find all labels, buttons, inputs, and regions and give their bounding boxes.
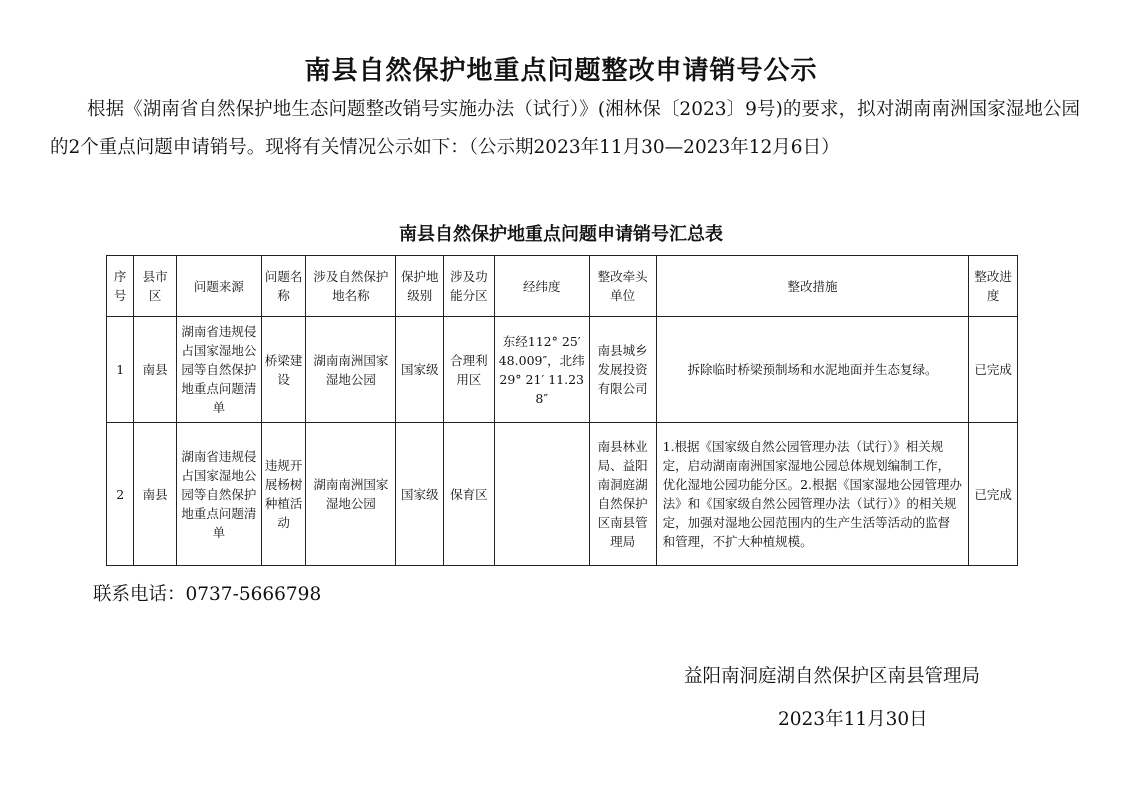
header-county: 县市区 xyxy=(134,256,177,317)
header-progress: 整改进度 xyxy=(969,256,1018,317)
table-row xyxy=(107,423,1018,566)
header-coords: 经纬度 xyxy=(494,256,589,317)
table-title: 南县自然保护地重点问题申请销号汇总表 xyxy=(399,224,723,245)
cell-problem: 违规开展杨树种植活动 xyxy=(261,423,306,566)
cell-area-name: 湖南南洲国家湿地公园 xyxy=(306,317,396,423)
header-lead-unit: 整改牵头单位 xyxy=(589,256,656,317)
signature-organization: 益阳南洞庭湖自然保护区南县管理局 xyxy=(684,666,981,687)
cell-lead-unit: 南县林业局、益阳南洞庭湖自然保护区南县管理局 xyxy=(589,423,656,566)
cell-zone: 保育区 xyxy=(444,423,495,566)
cell-source: 湖南省违规侵占国家湿地公园等自然保护地重点问题清单 xyxy=(176,317,261,423)
table-header-row xyxy=(107,256,1018,317)
cell-seq: 2 xyxy=(107,423,134,566)
cell-coords: 东经112° 25′ 48.009″，北纬29° 21′ 11.238″ xyxy=(494,317,589,423)
header-problem: 问题名称 xyxy=(261,256,306,317)
cell-level: 国家级 xyxy=(396,423,444,566)
page-title: 南县自然保护地重点问题整改申请销号公示 xyxy=(304,56,818,86)
header-seq: 序号 xyxy=(107,256,134,317)
header-source: 问题来源 xyxy=(176,256,261,317)
header-zone: 涉及功能分区 xyxy=(444,256,495,317)
cell-county: 南县 xyxy=(134,423,177,566)
signature-date: 2023年11月30日 xyxy=(778,709,928,730)
header-area-name: 涉及自然保护地名称 xyxy=(306,256,396,317)
cell-measures: 1.根据《国家级自然公园管理办法（试行）》相关规定，启动湖南南洲国家湿地公园总体规划编制工作，优化湿地公园功能分区。2.根据《国家湿地公园管理办法》和《国家级自然公园管理办法（试行）》的相关规定，加强对湿地公园范围内的生产生活等活动的监督和管理，不扩大种植规模。 xyxy=(656,423,969,566)
cell-level: 国家级 xyxy=(396,317,444,423)
table-row xyxy=(107,317,1018,423)
cell-progress: 已完成 xyxy=(969,423,1018,566)
cell-coords xyxy=(494,423,589,566)
contact-phone: 联系电话：0737-5666798 xyxy=(93,584,322,605)
header-level: 保护地级别 xyxy=(396,256,444,317)
cell-county: 南县 xyxy=(134,317,177,423)
header-measures: 整改措施 xyxy=(656,256,969,317)
cell-area-name: 湖南南洲国家湿地公园 xyxy=(306,423,396,566)
summary-table xyxy=(106,255,1018,566)
cell-zone: 合理利用区 xyxy=(444,317,495,423)
cell-source: 湖南省违规侵占国家湿地公园等自然保护地重点问题清单 xyxy=(176,423,261,566)
cell-measures: 拆除临时桥梁预制场和水泥地面并生态复绿。 xyxy=(656,317,969,423)
cell-problem: 桥梁建设 xyxy=(261,317,306,423)
cell-lead-unit: 南县城乡发展投资有限公司 xyxy=(589,317,656,423)
cell-seq: 1 xyxy=(107,317,134,423)
cell-progress: 已完成 xyxy=(969,317,1018,423)
intro-paragraph: 根据《湖南省自然保护地生态问题整改销号实施办法（试行）》(湘林保〔2023〕9号)的要求，拟对湖南南洲国家湿地公园的2个重点问题申请销号。现将有关情况公示如下：（公示期2023年11月30—2023年12月6日） xyxy=(50,99,1080,158)
